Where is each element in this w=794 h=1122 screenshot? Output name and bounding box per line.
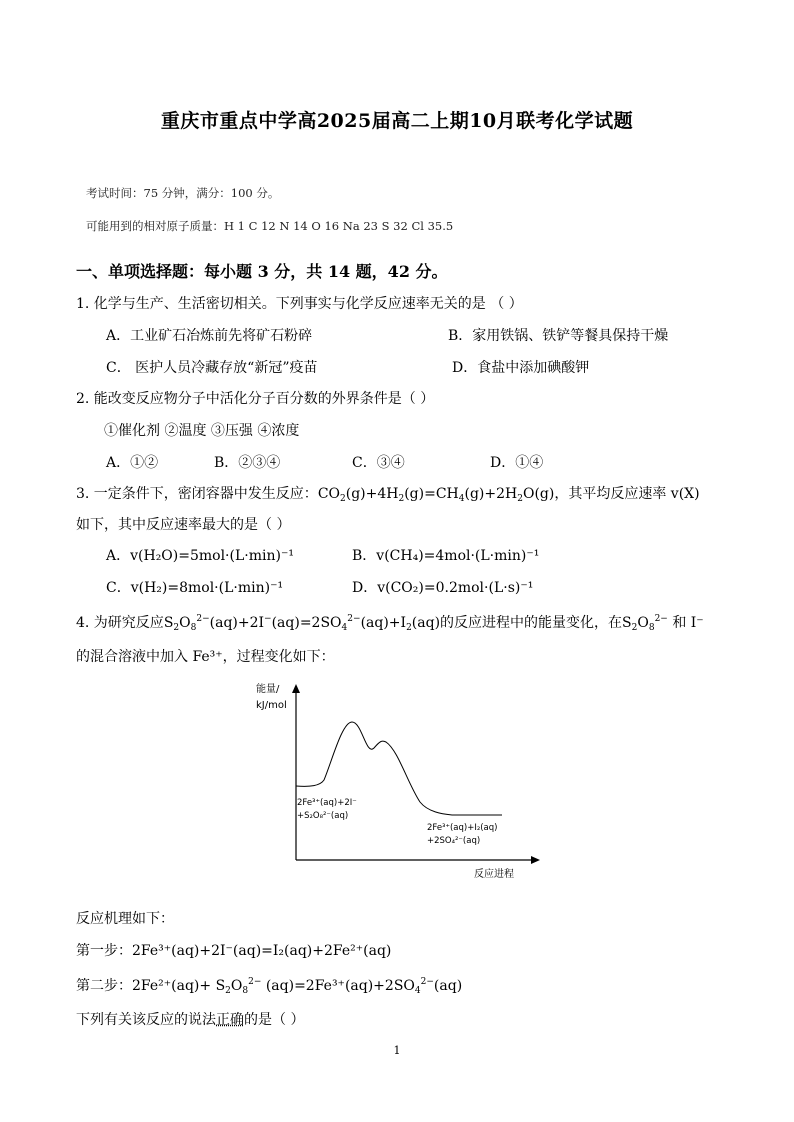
question-1-stem: 1. 化学与生产、生活密切相关。下列事实与化学反应速率无关的是 （ ） xyxy=(76,296,523,312)
question-3-equation: $CO_2(g)+4H_2(g)=CH_4(g)+2H_2O(g)$ xyxy=(317,486,555,504)
question-3-stem-pre: 3. 一定条件下，密闭容器中发生反应： xyxy=(76,486,318,502)
question-1-option-d: D．食盐中添加碘酸钾 xyxy=(452,360,590,376)
chart-annotation-reactants-line1: 2Fe³⁺(aq)+2I⁻ xyxy=(297,798,357,808)
question-4-stem-line2: 的混合溶液中加入 Fe³⁺，过程变化如下： xyxy=(76,649,335,665)
mechanism-step-2-post: (aq)=2Fe³⁺(aq)+2 xyxy=(261,978,394,994)
chart-annotation-reactants-line2: +S₂O₈²⁻(aq) xyxy=(297,811,349,821)
question-3-option-c: C．v(H₂)=8mol·(L·min)⁻¹ xyxy=(106,580,284,596)
question-4-ask-pre: 下列有关该反应的说法 xyxy=(76,1012,216,1028)
atomic-mass-info: 可能用到的相对原子质量：H 1 C 12 N 14 O 16 Na 23 S 32 Cl 35.5 xyxy=(86,219,454,233)
question-2-option-c: C．③④ xyxy=(352,455,405,471)
question-4-stem-pre: 4. 为研究反应 xyxy=(76,615,164,631)
mechanism-step-2 xyxy=(76,975,462,996)
question-2-items: ①催化剂 ②温度 ③压强 ④浓度 xyxy=(104,423,300,439)
question-2-option-d: D．①④ xyxy=(490,455,544,471)
mechanism-step-2-end: (aq) xyxy=(433,978,463,994)
question-4-persulfate: $S_2O_8^{2-}$ xyxy=(622,614,668,633)
mechanism-step-2-sulfate: $SO_4^{2-}$ xyxy=(393,977,434,996)
mechanism-step-1: 第一步：2Fe³⁺(aq)+2I⁻(aq)=I₂(aq)+2Fe²⁺(aq) xyxy=(76,943,392,959)
question-2-option-a: A．①② xyxy=(106,455,159,471)
chart-ylabel-line1: 能量/ xyxy=(256,684,280,695)
question-4-stem-and: 和 I⁻ xyxy=(672,615,704,631)
question-4-ask xyxy=(76,1009,304,1029)
exam-time: 考试时间：75 分钟，满分：100 分。 xyxy=(86,186,280,200)
chart-annotation-products-line1: 2Fe³⁺(aq)+I₂(aq) xyxy=(427,823,498,833)
question-3-stem-line2: 如下，其中反应速率最大的是（ ） xyxy=(76,517,291,533)
chart-annotation-products-line2: +2SO₄²⁻(aq) xyxy=(427,836,481,846)
question-4-ask-post: 的是（ ） xyxy=(244,1012,305,1028)
chart-y-axis-arrow xyxy=(292,684,300,693)
mechanism-heading: 反应机理如下： xyxy=(76,911,174,927)
page-title: 重庆市重点中学高2025届高二上期10月联考化学试题 xyxy=(160,110,634,132)
question-3-option-b: B．v(CH₄)=4mol·(L·min)⁻¹ xyxy=(352,548,540,564)
question-4-stem-mid: 的反应进程中的能量变化，在 xyxy=(440,615,623,631)
question-3-stem-post: ，其平均反应速率 v(X) xyxy=(554,486,700,502)
chart-x-axis-arrow xyxy=(531,856,540,864)
chart-ylabel-line2: kJ/mol xyxy=(256,700,287,711)
question-3-stem xyxy=(76,483,700,504)
question-4-ask-emphasis: 正确 xyxy=(216,1012,244,1028)
question-2-option-b: B．②③④ xyxy=(214,455,281,471)
question-1-option-a: A．工业矿石冶炼前先将矿石粉碎 xyxy=(106,328,313,344)
chart-xlabel: 反应进程 xyxy=(474,869,514,880)
question-3-option-a: A．v(H₂O)=5mol·(L·min)⁻¹ xyxy=(106,548,294,564)
mechanism-step-2-persulfate: $S_2O_8^{2-}$ xyxy=(215,977,262,996)
question-1-option-c: C． 医护人员冷藏存放“新冠”疫苗 xyxy=(106,360,318,376)
question-1-option-b: B．家用铁锅、铁铲等餐具保持干燥 xyxy=(448,328,669,344)
question-4-stem xyxy=(76,612,704,633)
page-number: 1 xyxy=(393,1044,401,1057)
energy-profile-chart xyxy=(242,676,542,881)
question-3-option-d: D．v(CO₂)=0.2mol·(L·s)⁻¹ xyxy=(352,580,534,596)
question-2-stem: 2. 能改变反应物分子中活化分子百分数的外界条件是（ ） xyxy=(76,391,435,407)
question-4-reaction: $S_2O_8^{2-}(aq)+2I^-(aq)=2SO_4^{2-}(aq)+I_2(aq)$ xyxy=(163,614,441,633)
section-heading-1: 一、单项选择题：每小题 3 分，共 14 题，42 分。 xyxy=(76,262,448,281)
mechanism-step-2-pre: 第二步：2Fe²⁺(aq)+ xyxy=(76,978,216,994)
